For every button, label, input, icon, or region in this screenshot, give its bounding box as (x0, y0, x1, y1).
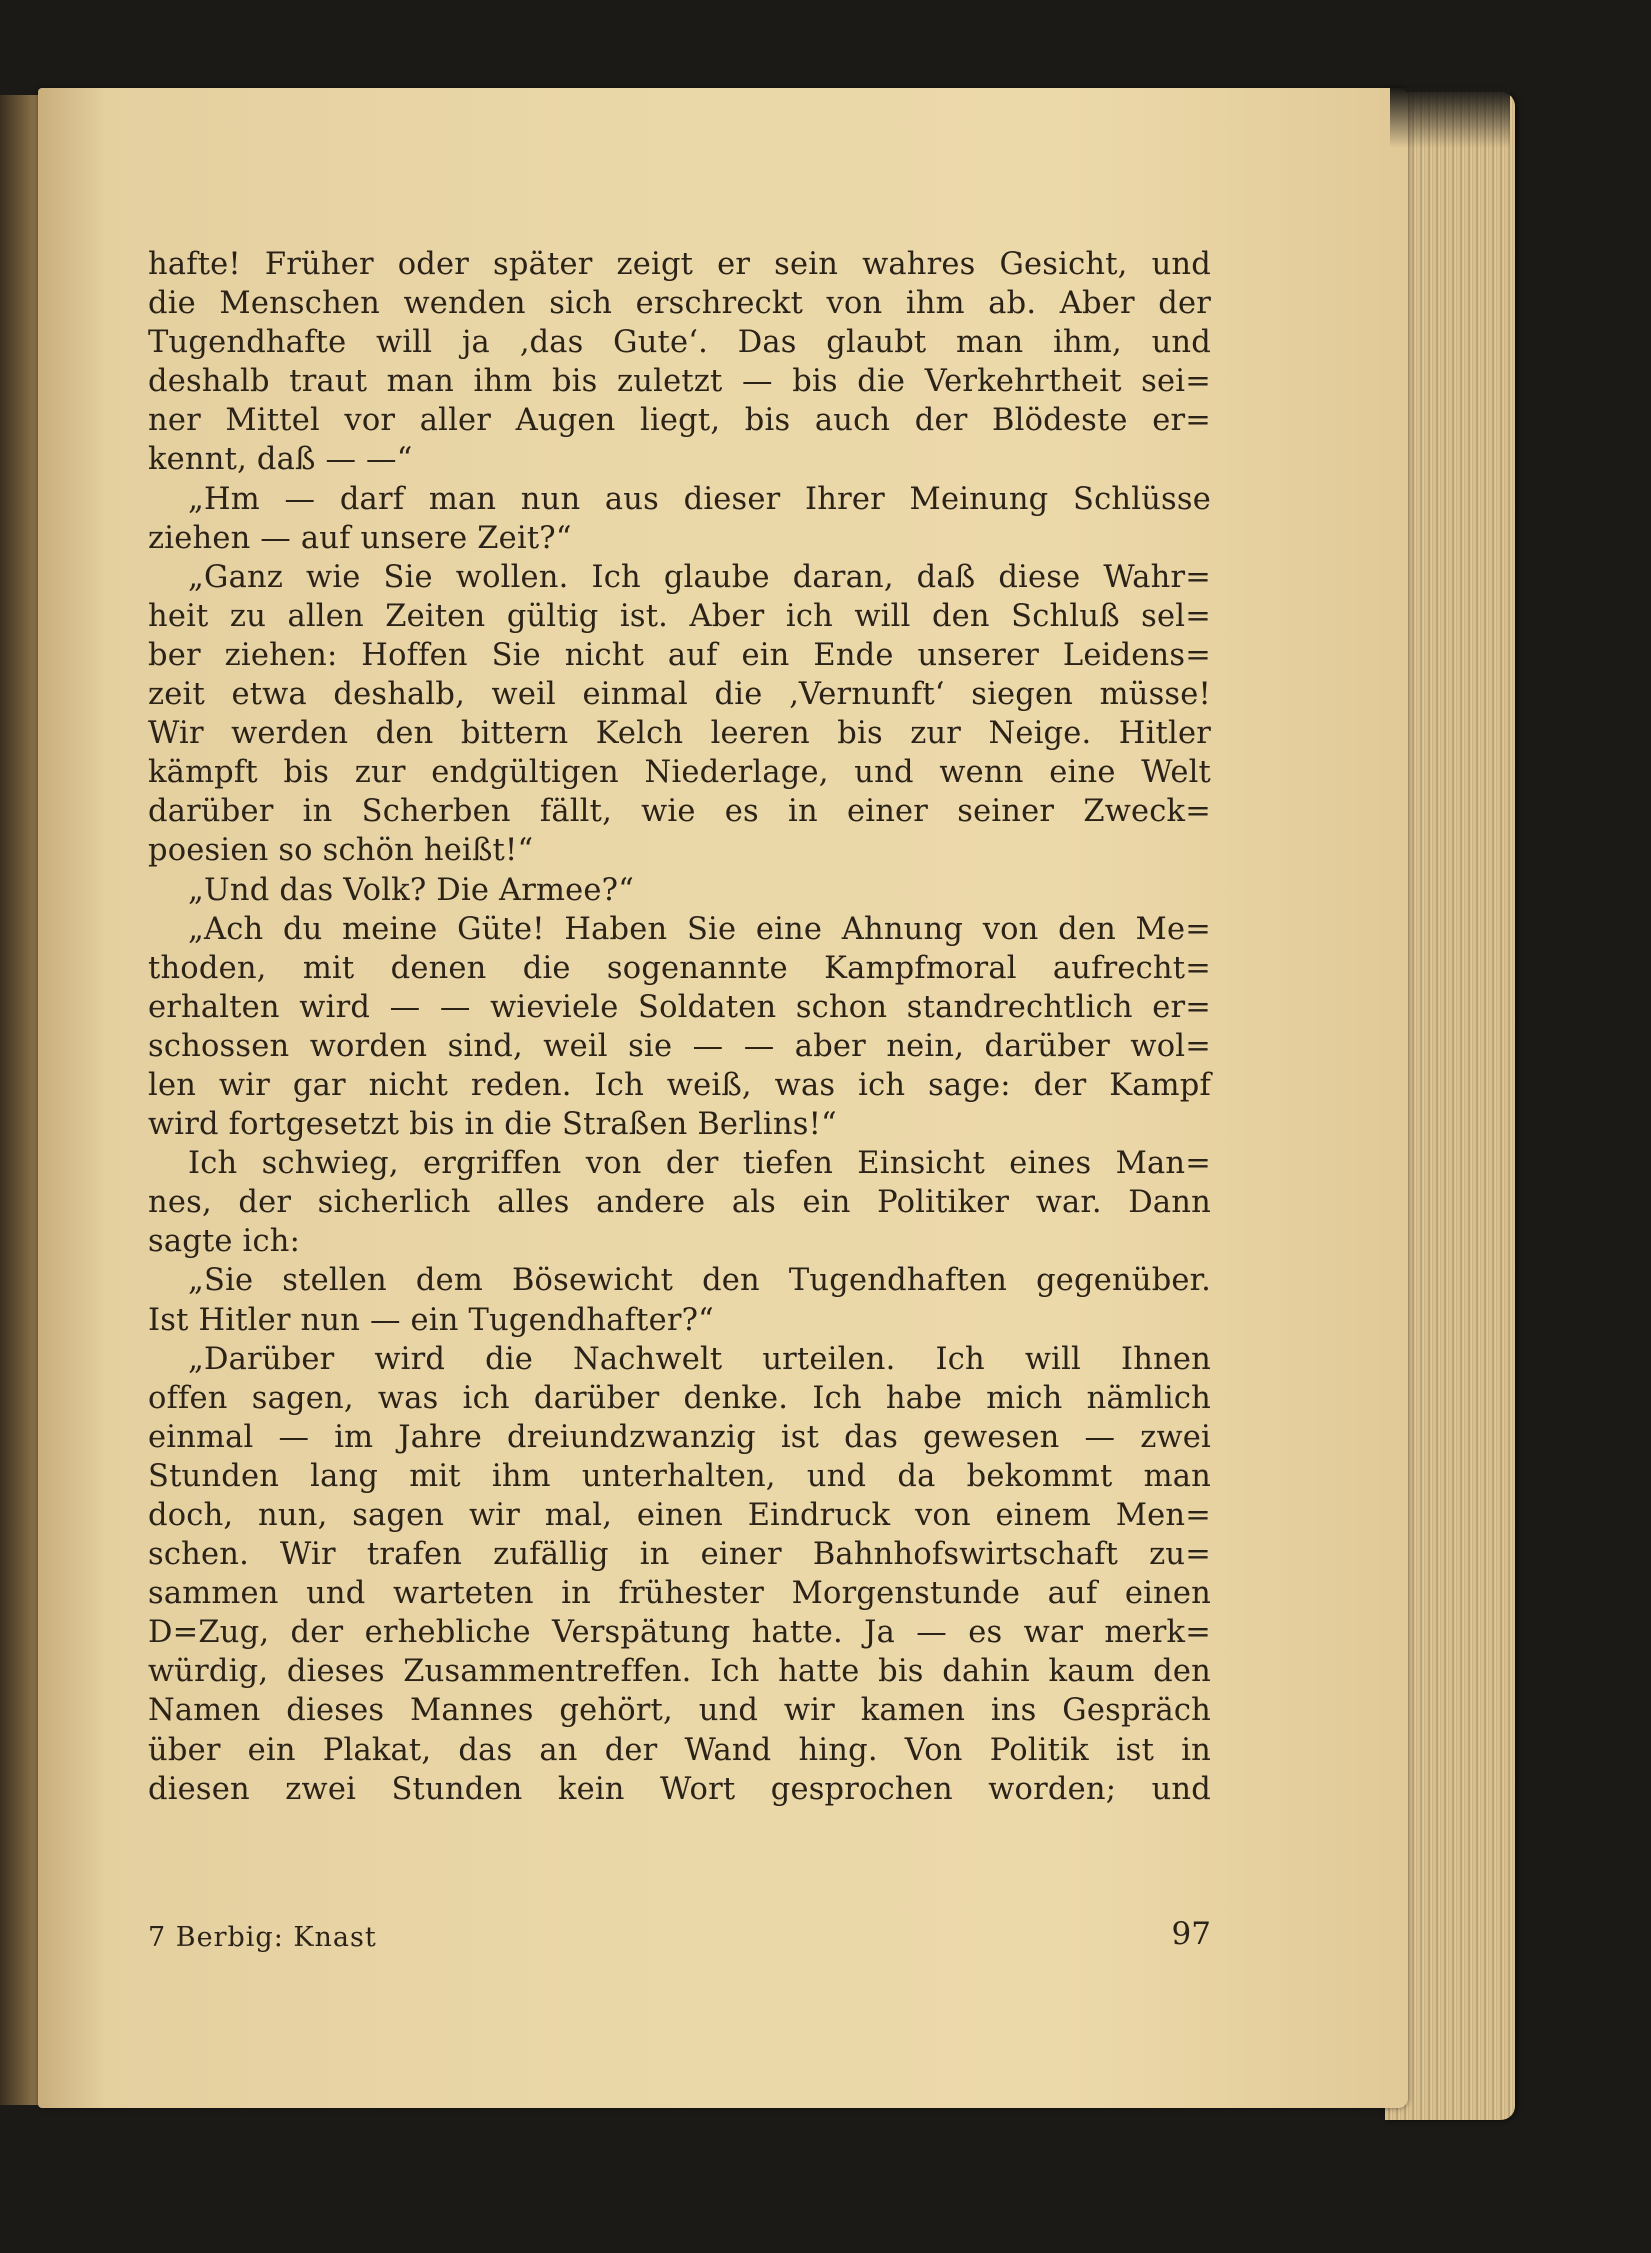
text-line: Stunden lang mit ihm unterhalten, und da bekommt man (148, 1458, 1211, 1494)
text-line: kämpft bis zur endgültigen Niederlage, und wenn eine Welt (148, 755, 1211, 791)
text-line: heit zu allen Zeiten gültig ist. Aber ich will den Schluß sel= (148, 598, 1211, 634)
text-line: deshalb traut man ihm bis zuletzt — bis die Verkehrtheit sei= (148, 364, 1211, 400)
text-line: D=Zug, der erhebliche Verspätung hatte. Ja — es war merk= (148, 1615, 1211, 1651)
text-line: die Menschen wenden sich erschreckt von ihm ab. Aber der (148, 286, 1211, 322)
text-line: ner Mittel vor aller Augen liegt, bis auch der Blödeste er= (148, 403, 1211, 439)
text-line: hafte! Früher oder später zeigt er sein wahres Gesicht, und (148, 247, 1211, 282)
text-line: „Und das Volk? Die Armee?“ (188, 872, 635, 908)
text-line: einmal — im Jahre dreiundzwanzig ist das gewesen — zwei (148, 1419, 1211, 1455)
text-line: „Ganz wie Sie wollen. Ich glaube daran, daß diese Wahr= (188, 559, 1211, 595)
text-line: Wir werden den bittern Kelch leeren bis zur Neige. Hitler (148, 716, 1211, 752)
text-line: sammen und warteten in frühester Morgenstunde auf einen (148, 1576, 1211, 1612)
text-line: „Hm — darf man nun aus dieser Ihrer Meinung Schlüsse (188, 481, 1211, 517)
text-line: poesien so schön heißt!“ (148, 833, 534, 869)
text-line: erhalten wird — — wieviele Soldaten schon standrechtlich er= (148, 989, 1211, 1025)
text-line: schossen worden sind, weil sie — — aber nein, darüber wol= (148, 1028, 1211, 1064)
text-line: „Ach du meine Güte! Haben Sie eine Ahnung von den Me= (188, 911, 1211, 947)
text-line: ber ziehen: Hoffen Sie nicht auf ein Ende unserer Leidens= (148, 637, 1211, 673)
text-line: ziehen — auf unsere Zeit?“ (148, 520, 572, 556)
text-line: nes, der sicherlich alles andere als ein Politiker war. Dann (148, 1185, 1211, 1221)
page-number: 97 (1171, 1916, 1211, 1952)
text-line: über ein Plakat, das an der Wand hing. Von Politik ist in (148, 1732, 1211, 1768)
text-line: „Darüber wird die Nachwelt urteilen. Ich will Ihnen (188, 1341, 1211, 1377)
text-line: darüber in Scherben fällt, wie es in einer seiner Zweck= (148, 794, 1211, 830)
text-line: kennt, daß — —“ (148, 442, 413, 478)
text-line: Namen dieses Mannes gehört, und wir kamen ins Gespräch (148, 1693, 1211, 1729)
text-line: offen sagen, was ich darüber denke. Ich habe mich nämlich (148, 1380, 1211, 1416)
text-line: wird fortgesetzt bis in die Straßen Berlins!“ (148, 1107, 837, 1143)
text-line: len wir gar nicht reden. Ich weiß, was ich sage: der Kampf (148, 1067, 1211, 1103)
text-line: würdig, dieses Zusammentreffen. Ich hatte bis dahin kaum den (148, 1654, 1211, 1690)
text-line: zeit etwa deshalb, weil einmal die ‚Vernunft‘ siegen müsse! (148, 677, 1211, 713)
page-footer (148, 1916, 1211, 1962)
text-line: Ist Hitler nun — ein Tugendhafter?“ (148, 1302, 714, 1338)
body-text (148, 245, 1211, 1809)
text-line: sagte ich: (148, 1224, 301, 1260)
text-line: schen. Wir trafen zufällig in einer Bahnhofswirtschaft zu= (148, 1537, 1211, 1573)
text-line: Ich schwieg, ergriffen von der tiefen Einsicht eines Man= (188, 1146, 1211, 1182)
text-line: doch, nun, sagen wir mal, einen Eindruck von einem Men= (148, 1498, 1211, 1533)
text-line: Tugendhafte will ja ‚das Gute‘. Das glaubt man ihm, und (148, 325, 1211, 361)
printer-signature: 7 Berbig: Knast (148, 1922, 377, 1953)
text-line: „Sie stellen dem Bösewicht den Tugendhaften gegenüber. (188, 1263, 1211, 1299)
page-edges-shadow (1390, 88, 1510, 148)
text-line: thoden, mit denen die sogenannte Kampfmoral aufrecht= (148, 950, 1211, 986)
text-line: diesen zwei Stunden kein Wort gesprochen worden; und (148, 1771, 1211, 1807)
